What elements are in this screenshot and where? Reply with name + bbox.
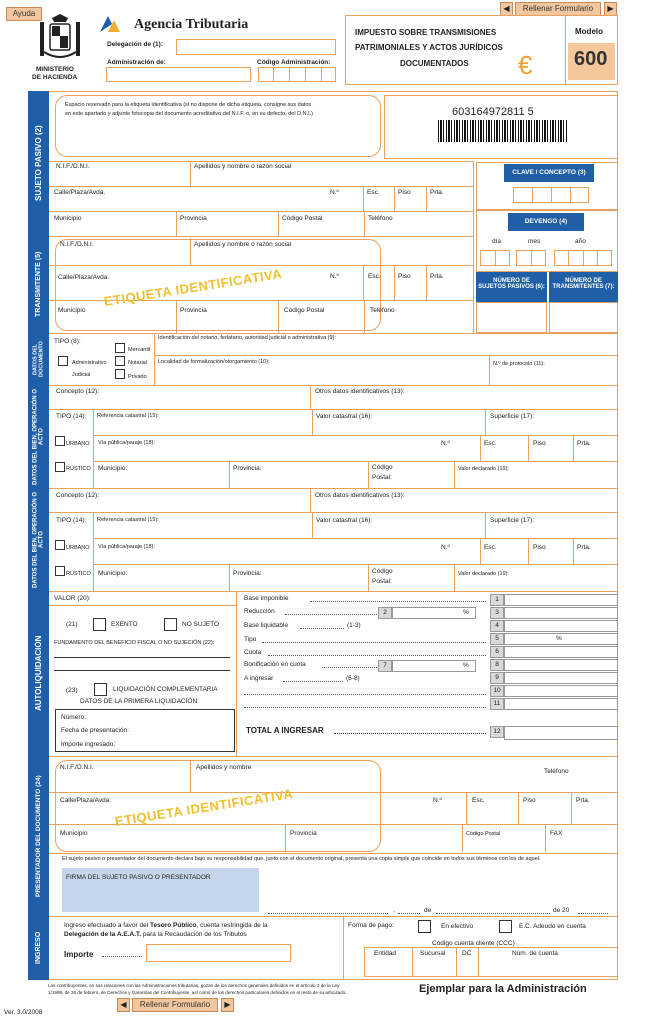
trans-esc-label: Esc.	[368, 273, 381, 280]
no-sujeto-checkbox[interactable]	[164, 618, 177, 631]
n23-label: (23)	[66, 687, 78, 694]
sujeto-municipio-label: Municipio	[54, 215, 82, 222]
bien1-concepto-label: Concepto (12):	[56, 388, 99, 395]
adeudo-label: E.C. Adeudo en cuenta	[519, 923, 586, 930]
pres-esc-label: Esc.	[472, 797, 485, 804]
numero-label: Número:	[61, 714, 86, 721]
ingreso-texto-line2	[64, 931, 247, 938]
datos-primera-label: DATOS DE LA PRIMERA LIQUIDACIÓN:	[80, 698, 199, 705]
bien1-valor-cat-label: Valor catastral (16):	[316, 413, 373, 420]
cuota-input[interactable]	[504, 646, 618, 658]
exento-checkbox[interactable]	[93, 618, 106, 631]
bien2-rustico-label: RÚSTICO	[66, 571, 91, 577]
pres-nif-label: N.I.F./D.N.I.	[60, 764, 94, 771]
ccc-input[interactable]	[364, 947, 618, 977]
doc-tipo-label: TIPO (8):	[54, 338, 81, 345]
privado-label: Privado	[128, 374, 147, 380]
efectivo-checkbox[interactable]	[418, 920, 431, 933]
adeudo-checkbox[interactable]	[499, 920, 512, 933]
codigo-admin-input[interactable]	[258, 67, 336, 82]
trans-nif-label: N.I.F./D.N.I.	[60, 241, 94, 248]
pres-prta-label: Prta.	[576, 797, 590, 804]
sujeto-prta-label: Prta.	[430, 189, 444, 196]
reduccion-input[interactable]	[504, 607, 618, 619]
line-6-num: 6	[490, 646, 504, 658]
notarial-label: Notarial	[128, 360, 147, 366]
bien1-superficie-label: Superficie (17):	[490, 413, 535, 420]
bonificacion-pct-sign: %	[463, 662, 469, 669]
pres-municipio-label: Municipio	[60, 830, 88, 837]
menos13-label: (1-3)	[347, 622, 361, 629]
notarial-checkbox[interactable]	[115, 356, 125, 366]
bonificacion-label: Bonificación en cuota	[244, 661, 306, 668]
ingreso-tesoro: Tesoro Público	[150, 922, 197, 929]
barcode-icon	[438, 120, 568, 142]
ministry-line2: DE HACIENDA	[32, 74, 78, 81]
line-10-num: 10	[490, 685, 504, 697]
fecha-label: Fecha de presentación:	[61, 727, 129, 734]
no-sujeto-label: NO SUJETO	[182, 621, 220, 628]
trans-etiqueta-watermark: ETIQUETA IDENTIFICATIVA	[102, 266, 284, 309]
num-transmitentes-header	[549, 272, 618, 302]
pres-telefono-label: Teléfono	[544, 768, 569, 775]
sujeto-espacio-1: Espacio reservado para la etiqueta identificativa (si no dispone de dicha etiqueta, consigne sus datos	[65, 102, 312, 108]
bien2-provincia-label: Provincia:	[233, 570, 262, 577]
ingreso-texto-3: para la Recaudación de los Tributos	[141, 931, 247, 938]
num-cuenta-label: Núm. de cuenta	[512, 950, 558, 957]
base-liquidable-input[interactable]	[504, 620, 618, 632]
declara-text: El sujeto pasivo o presentador del documento declara bajo su responsabilidad que, junto con el documento original, presenta una copia simple que coincide en todos sus términos con los de aquel.	[62, 856, 541, 862]
pres-piso-label: Piso	[523, 797, 536, 804]
liq-comp-label: LIQUIDACIÓN COMPLEMENTARIA	[113, 686, 218, 693]
efectivo-label: En efectivo	[441, 923, 474, 930]
trans-municipio-label: Municipio	[58, 307, 86, 314]
bien1-otros-label: Otros datos identificativos (13):	[315, 388, 405, 395]
protocolo-label: N.º de protocolo (11):	[493, 361, 545, 367]
legal-text-1: Los contribuyentes, en sus relaciones con las Administraciones tributarias, gozan de los derechos generales definidos en el artículo 3 de la Ley	[48, 983, 340, 988]
line-5-num: 5	[490, 633, 504, 645]
sujeto-side-label: SUJETO PASIVO (2)	[34, 125, 43, 202]
mercantil-checkbox[interactable]	[115, 343, 125, 353]
administrativo-label: Administrativo	[72, 360, 107, 366]
line-11-num: 11	[490, 698, 504, 710]
bien2-rustico-checkbox[interactable]	[55, 566, 65, 576]
bien2-prta-label: Prta.	[577, 544, 591, 551]
bien2-side-label: DATOS DEL BIEN, OPERACIÓN O ACTO	[32, 491, 45, 588]
bien2-tipo-label: TIPO (14):	[56, 517, 87, 524]
bien1-rustico-label: RÚSTICO	[66, 466, 91, 472]
num-sujetos-line1: NÚMERO DE	[493, 278, 530, 284]
ingreso-texto-1: Ingreso efectuado a favor del	[64, 922, 151, 929]
next-page-button[interactable]: ▶	[604, 2, 617, 16]
transmitente-side-label: TRANSMITENTE (5)	[35, 251, 42, 318]
barcode-number: 603164972811 5	[452, 106, 534, 118]
exento-label: EXENTO	[111, 621, 138, 628]
delegacion-label: Delegación de (1):	[107, 41, 163, 48]
importe-label: Importe ingresado:	[61, 741, 116, 748]
liq-complementaria-checkbox[interactable]	[94, 683, 107, 696]
sujeto-cp-label: Código Postal	[282, 215, 323, 222]
bien2-via-label: Vía pública/paraje (18):	[98, 544, 155, 550]
bien2-valor-dec-label: Valor declarado (19):	[458, 571, 509, 577]
dc-label: DC	[462, 950, 472, 957]
bien2-piso-label: Piso	[533, 544, 546, 551]
entidad-label: Entidad	[374, 950, 397, 957]
trans-calle-label: Calle/Plaza/Avda.	[58, 274, 110, 281]
agency-logo	[98, 14, 108, 36]
codigo-admin-label: Código Administración:	[257, 59, 331, 66]
bien1-codigo-label: Código	[372, 464, 393, 471]
bien1-municipio-label: Municipio:	[98, 465, 128, 472]
prev-page-button[interactable]: ◀	[500, 2, 513, 16]
bien1-ref-label: Referencia catastral (15):	[97, 413, 159, 419]
bien1-side-label: DATOS DEL BIEN, OPERACIÓN O ACTO	[32, 388, 45, 485]
n21-label: (21)	[66, 621, 78, 628]
valor-label: VALOR (20):	[54, 595, 91, 602]
reduccion-pct-sign: %	[463, 609, 469, 616]
trans-apellidos-label: Apellidos y nombre o razón social	[194, 241, 292, 248]
line-2-num: 2	[378, 607, 392, 619]
ingreso-texto-2: , cuenta restringida de la	[196, 922, 268, 929]
localidad-label: Localidad de formalización/otorgamiento (10):	[158, 359, 270, 365]
sucursal-label: Sucursal	[420, 950, 446, 957]
num-sujetos-header	[476, 272, 547, 302]
pres-cp-label: Código Postal	[466, 831, 501, 837]
total-label: TOTAL A INGRESAR	[246, 726, 324, 735]
sujeto-piso-label: Piso	[398, 189, 411, 196]
pres-no-label: N.º	[433, 797, 442, 804]
trans-telefono-label: Teléfono	[370, 307, 395, 314]
bien1-rustico-checkbox[interactable]	[55, 462, 65, 472]
refill-form-button-bottom[interactable]: Rellenar Formulario	[132, 998, 218, 1012]
notario-label: Identificación del notario, fedatario, autoridad judicial o administrativa (9):	[158, 335, 336, 341]
num-trans-line2: TRANSMITENTES (7):	[552, 284, 615, 290]
trans-prta-label: Prta.	[430, 273, 444, 280]
reduccion-label: Reducción	[244, 608, 275, 615]
bien2-superficie-label: Superficie (17):	[490, 517, 535, 524]
bien2-municipio-label: Municipio:	[98, 570, 128, 577]
fecha-de-label: de	[424, 907, 432, 914]
line-12-num: 12	[490, 726, 504, 738]
bien1-esc-label: Esc.	[484, 440, 497, 447]
devengo-header: DEVENGO (4)	[508, 213, 584, 231]
sujeto-calle-label: Calle/Plaza/Avda.	[54, 189, 106, 196]
bien2-postal-label: Postal:	[372, 578, 392, 585]
line-7-num: 7	[378, 660, 392, 672]
trans-cp-label: Código Postal	[284, 307, 325, 314]
num-sujetos-input[interactable]	[476, 302, 547, 333]
bien1-postal-label: Postal:	[372, 474, 392, 481]
base-imponible-label: Base imponible	[244, 595, 289, 602]
agency-logo-icon	[98, 14, 124, 34]
bien1-urbano-checkbox[interactable]	[55, 436, 65, 446]
bien1-valor-dec-label: Valor declarado (19):	[458, 466, 509, 472]
tax-title-2: PATRIMONIALES Y ACTOS JURÍDICOS	[355, 43, 503, 52]
cuota-label: Cuota	[244, 649, 262, 656]
help-button[interactable]: Ayuda	[6, 7, 42, 21]
bien1-via-label: Vía pública/paraje (18):	[98, 440, 155, 446]
modelo-label: Modelo	[575, 27, 603, 36]
pres-fax-label: FAX	[550, 830, 563, 837]
pres-provincia-label: Provincia	[290, 830, 317, 837]
line-3-num: 3	[490, 607, 504, 619]
base-liquidable-label: Base liquidable	[244, 622, 289, 629]
crown-shield-icon	[30, 12, 90, 64]
ingreso-importe-label: Importe	[64, 950, 94, 959]
bien2-concepto-label: Concepto (12):	[56, 492, 99, 499]
total-input[interactable]	[504, 726, 618, 740]
bien1-piso-label: Piso	[533, 440, 546, 447]
a-ingresar-input[interactable]	[504, 672, 618, 684]
bien1-prta-label: Prta.	[577, 440, 591, 447]
line10-input[interactable]	[504, 685, 618, 697]
ingreso-texto-line1	[64, 922, 268, 929]
anio-label: año	[575, 238, 586, 245]
firma-label: FIRMA DEL SUJETO PASIVO O PRESENTADOR	[66, 874, 211, 881]
sujeto-esc-label: Esc.	[367, 189, 380, 196]
num-transmitentes-input[interactable]	[549, 302, 618, 333]
fecha-sep-1: ,	[393, 907, 395, 914]
trans-no-label: N.º	[330, 273, 339, 280]
prev-page-button-bottom[interactable]: ◀	[117, 998, 130, 1012]
mercantil-label: Mercantil	[128, 347, 151, 353]
refill-form-button[interactable]: Rellenar Formulario	[515, 2, 601, 16]
autoliq-side-label: AUTOLIQUIDACIÓN	[34, 635, 43, 712]
bien2-esc-label: Esc.	[484, 544, 497, 551]
agency-name: Agencia Tributaria	[134, 17, 249, 32]
forma-pago-label: Forma de pago:	[348, 922, 394, 929]
fecha-de20-label: de 20	[553, 907, 570, 914]
ingreso-delegacion: Delegación de la A.E.A.T.	[64, 931, 142, 938]
next-page-button-bottom[interactable]: ▶	[221, 998, 234, 1012]
ministry-line1: MINISTERIO	[36, 66, 74, 73]
ingreso-importe-input[interactable]	[146, 944, 291, 962]
sujeto-no-label: N.º	[330, 189, 339, 196]
ejemplar-label: Ejemplar para la Administración	[419, 983, 587, 995]
sujeto-nif-label: N.I.F./D.N.I.	[56, 163, 90, 170]
num-trans-line1: NÚMERO DE	[565, 278, 602, 284]
mes-label: mes	[528, 238, 541, 245]
presentador-side-label: PRESENTADOR DEL DOCUMENTO (24)	[35, 775, 42, 897]
privado-checkbox[interactable]	[115, 369, 125, 379]
line11-input[interactable]	[504, 698, 618, 710]
bien2-no-label: N.º	[441, 544, 450, 551]
tipo-pct-sign: %	[556, 635, 562, 642]
bien1-urbano-label: URBANO	[66, 441, 90, 447]
ccc-label: Código cuenta cliente (CCC)	[432, 940, 515, 947]
version-label: Ver. 3.0/2008	[4, 1009, 43, 1016]
sujeto-apellidos-label: Apellidos y nombre o razón social	[194, 163, 292, 170]
sujeto-telefono-label: Teléfono	[368, 215, 393, 222]
euro-icon: €	[518, 50, 533, 80]
bien2-codigo-label: Código	[372, 568, 393, 575]
tax-title-1: IMPUESTO SOBRE TRANSMISIONES	[355, 28, 497, 37]
bonificacion-input[interactable]	[504, 659, 618, 671]
tax-title-3: DOCUMENTADOS	[400, 59, 469, 68]
bien1-tipo-label: TIPO (14):	[56, 413, 87, 420]
coat-of-arms	[30, 12, 90, 82]
line-1-num: 1	[490, 594, 504, 606]
dia-label: día	[492, 238, 502, 245]
num-sujetos-line2: SUJETOS PASIVOS (6):	[478, 284, 545, 290]
pres-etiqueta-watermark: ETIQUETA IDENTIFICATIVA	[113, 786, 295, 829]
administracion-input[interactable]	[106, 67, 251, 82]
delegacion-input[interactable]	[176, 39, 336, 55]
bien2-ref-label: Referencia catastral (15):	[97, 517, 159, 523]
clave-header: CLAVE / CONCEPTO (3)	[504, 164, 594, 182]
trans-piso-label: Piso	[398, 273, 411, 280]
a-ingresar-label: A ingresar	[244, 675, 274, 682]
bien1-provincia-label: Provincia:	[233, 465, 262, 472]
fundamento-label: FUNDAMENTO DEL BENEFICIO FISCAL O NO SUJECIÓN (22):	[54, 640, 215, 646]
bien2-urbano-checkbox[interactable]	[55, 540, 65, 550]
documento-side-label: DATOS DEL DOCUMENTO	[32, 341, 45, 377]
line-4-num: 4	[490, 620, 504, 632]
modelo-number: 600	[574, 48, 608, 70]
bien2-valor-cat-label: Valor catastral (16):	[316, 517, 373, 524]
bien2-otros-label: Otros datos identificativos (13):	[315, 492, 405, 499]
menos68-label: (6-8)	[346, 675, 360, 682]
base-imponible-input[interactable]	[504, 594, 618, 606]
sujeto-provincia-label: Provincia	[180, 215, 207, 222]
tipo-label: Tipo	[244, 636, 257, 643]
administrativo-checkbox[interactable]	[58, 356, 68, 366]
ingreso-side-label: INGRESO	[35, 931, 42, 965]
line-9-num: 9	[490, 672, 504, 684]
legal-text-2: 1/1998, de 26 de febrero, de Derechos y Garantías del Contribuyente, así como de los derechos particulares definidos en el resto de su articulado.	[48, 990, 347, 995]
bien2-urbano-label: URBANO	[66, 545, 90, 551]
trans-provincia-label: Provincia	[180, 307, 207, 314]
administracion-label: Administración de:	[107, 59, 166, 66]
pres-apellidos-label: Apellidos y nombre	[196, 764, 252, 771]
bien1-no-label: N.º	[441, 440, 450, 447]
judicial-label: Judicial	[72, 372, 91, 378]
pres-calle-label: Calle/Plaza/Avda.	[60, 797, 112, 804]
sujeto-espacio-2: en este apartado y adjunte fotocopia del documento acreditativo del N.I.F. o, en su defecto, del D.N.I.)	[65, 111, 313, 117]
line-8-num: 8	[490, 659, 504, 671]
